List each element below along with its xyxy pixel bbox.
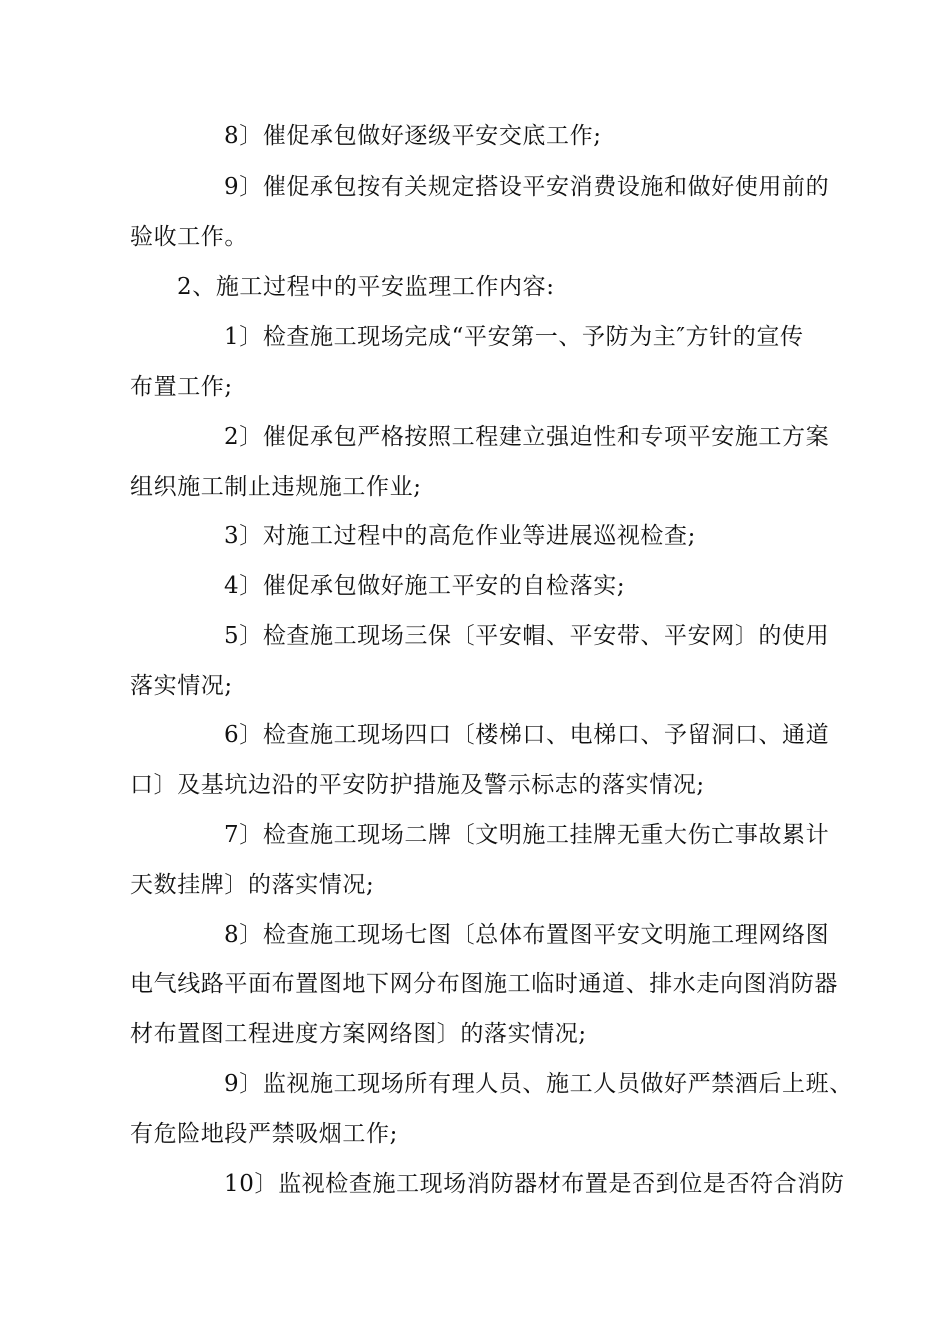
text-line: 组织施工制止违规施工作业; (130, 474, 422, 500)
text-line: 落实情况; (130, 673, 233, 699)
text-line: 7〕检查施工现场二牌〔文明施工挂牌无重大伤亡事故累计 (224, 822, 830, 848)
text-line: 有危险地段严禁吸烟工作; (130, 1121, 398, 1147)
text-line: 1〕检查施工现场完成“平安第一、予防为主″方针的宣传 (224, 324, 804, 350)
text-line: 电气线路平面布置图地下网分布图施工临时通道、排水走向图消防器 (130, 971, 838, 997)
section-heading: 2、施工过程中的平安监理工作内容: (177, 274, 555, 300)
text-line: 10〕监视检查施工现场消防器材布置是否到位是否符合消防 (224, 1171, 845, 1197)
text-line: 验收工作。 (130, 224, 248, 250)
text-line: 4〕催促承包做好施工平安的自检落实; (224, 573, 626, 599)
text-line: 6〕检查施工现场四口〔楼梯口、电梯口、予留洞口、通道 (224, 722, 830, 748)
text-line: 8〕检查施工现场七图〔总体布置图平安文明施工理网络图 (224, 922, 830, 948)
text-line: 口〕及基坑边沿的平安防护措施及警示标志的落实情况; (130, 772, 705, 798)
text-line: 布置工作; (130, 374, 233, 400)
text-line: 9〕催促承包按有关规定搭设平安消费设施和做好使用前的 (224, 174, 830, 200)
text-line: 5〕检查施工现场三保〔平安帽、平安带、平安网〕的使用 (224, 623, 830, 649)
text-line: 2〕催促承包严格按照工程建立强迫性和专项平安施工方案 (224, 424, 830, 450)
text-line: 天数挂牌〕的落实情况; (130, 872, 375, 898)
text-line: 9〕监视施工现场所有理人员、施工人员做好严禁酒后上班、 (224, 1071, 853, 1097)
text-line: 材布置图工程进度方案网络图〕的落实情况; (130, 1021, 587, 1047)
text-line: 3〕对施工过程中的高危作业等进展巡视检查; (224, 523, 696, 549)
text-line: 8〕催促承包做好逐级平安交底工作; (224, 123, 602, 149)
